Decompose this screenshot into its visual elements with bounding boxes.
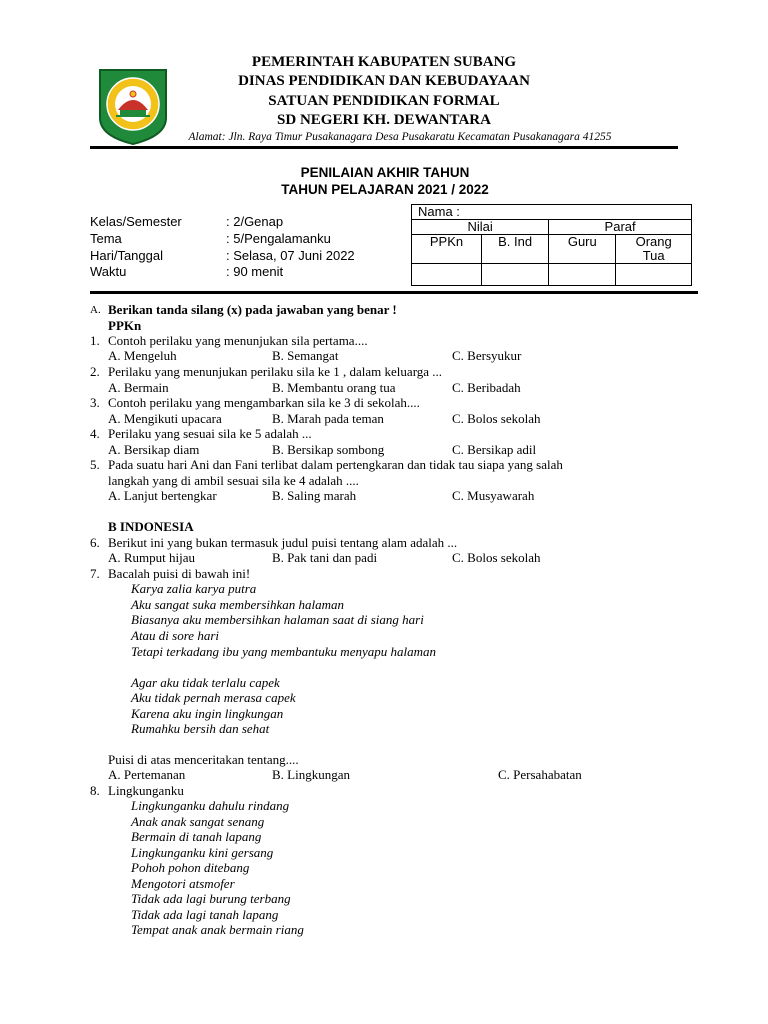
question-text: Pada suatu hari Ani dan Fani terlibat dalam pertengkaran dan tidak tau siapa yang salah — [108, 457, 563, 472]
section-a-marker: A. — [90, 304, 101, 316]
poem-line: Anak anak sangat senang — [131, 814, 265, 829]
poem-line: Karena aku ingin lingkungan — [131, 706, 284, 721]
orang-tua-header: Orang Tua — [616, 235, 692, 264]
poem-line: Mengotori atsmofer — [131, 876, 235, 891]
question-number: 8. — [90, 783, 100, 798]
poem-line: Karya zalia karya putra — [131, 581, 257, 596]
question-text: Berikut ini yang bukan termasuk judul puisi tentang alam adalah ... — [108, 535, 458, 550]
option-b[interactable]: B. Lingkungan — [272, 767, 350, 782]
question-number: 6. — [90, 535, 100, 550]
poem-line: Agar aku tidak terlalu capek — [131, 675, 280, 690]
poem-line: Tidak ada lagi burung terbang — [131, 891, 291, 906]
option-c[interactable]: C. Musyawarah — [452, 488, 535, 503]
subject-ppkn: PPKn — [108, 318, 142, 333]
guru-header: Guru — [549, 235, 616, 264]
subject-bahasa-indonesia: B INDONESIA — [108, 519, 194, 534]
header-line-4: SD NEGERI KH. DEWANTARA — [277, 112, 491, 128]
nilai-header: Nilai — [412, 220, 549, 235]
option-b[interactable]: B. Pak tani dan padi — [272, 550, 378, 565]
option-c[interactable]: C. Persahabatan — [498, 767, 582, 782]
paraf-header: Paraf — [549, 220, 692, 235]
question-number: 1. — [90, 333, 100, 348]
option-a[interactable]: A. Rumput hijau — [108, 550, 196, 565]
option-a[interactable]: A. Lanjut bertengkar — [108, 488, 217, 503]
info-label-date: Hari/Tanggal — [90, 248, 163, 263]
section-divider — [90, 291, 698, 294]
poem-line: Lingkunganku dahulu rindang — [131, 798, 290, 813]
poem-line: Tetapi terkadang ibu yang membantuku menyapu halaman — [131, 644, 436, 659]
option-c[interactable]: C. Bersikap adil — [452, 442, 537, 457]
question-prompt: Puisi di atas menceritakan tentang.... — [108, 752, 299, 767]
poem-line: Atau di sore hari — [131, 628, 219, 643]
option-c[interactable]: C. Bolos sekolah — [452, 411, 541, 426]
section-a-instruction: Berikan tanda silang (x) pada jawaban yang benar ! — [108, 302, 397, 317]
poem-line: Tempat anak anak bermain riang — [131, 922, 304, 937]
header-divider — [90, 146, 678, 149]
question-number: 5. — [90, 457, 100, 472]
question-text: Bacalah puisi di bawah ini! — [108, 566, 251, 581]
question-number: 7. — [90, 566, 100, 581]
option-b[interactable]: B. Bersikap sombong — [272, 442, 385, 457]
bind-header: B. Ind — [482, 235, 549, 264]
option-a[interactable]: A. Bersikap diam — [108, 442, 200, 457]
question-number: 3. — [90, 395, 100, 410]
option-a[interactable]: A. Bermain — [108, 380, 169, 395]
header-line-3: SATUAN PENDIDIKAN FORMAL — [268, 93, 500, 109]
bind-score-cell[interactable] — [482, 264, 549, 286]
exam-year: TAHUN PELAJARAN 2021 / 2022 — [281, 182, 489, 197]
question-text: Contoh perilaku yang menunjukan sila pertama.... — [108, 333, 368, 348]
question-text: Perilaku yang sesuai sila ke 5 adalah ... — [108, 426, 312, 441]
info-value-theme: : 5/Pengalamanku — [226, 231, 331, 246]
option-c[interactable]: C. Bolos sekolah — [452, 550, 541, 565]
option-c[interactable]: C. Bersyukur — [452, 348, 522, 363]
poem-line: Bermain di tanah lapang — [131, 829, 262, 844]
info-value-date: : Selasa, 07 Juni 2022 — [226, 248, 355, 263]
header-line-2: DINAS PENDIDIKAN DAN KEBUDAYAAN — [238, 73, 530, 89]
poem-line: Biasanya aku membersihkan halaman saat di siang hari — [131, 612, 424, 627]
poem-line: Pohoh pohon ditebang — [131, 860, 250, 875]
info-value-time: : 90 menit — [226, 264, 284, 279]
ppkn-score-cell[interactable] — [412, 264, 482, 286]
option-c[interactable]: C. Beribadah — [452, 380, 521, 395]
info-label-theme: Tema — [90, 231, 122, 246]
question-number: 2. — [90, 364, 100, 379]
name-field[interactable]: Nama : — [412, 205, 692, 220]
option-b[interactable]: B. Semangat — [272, 348, 339, 363]
score-table — [411, 204, 692, 286]
question-text: Contoh perilaku yang mengambarkan sila ke 3 di sekolah.... — [108, 395, 420, 410]
option-b[interactable]: B. Membantu orang tua — [272, 380, 396, 395]
guru-sign-cell[interactable] — [549, 264, 616, 286]
option-b[interactable]: B. Saling marah — [272, 488, 357, 503]
question-text: Lingkunganku — [108, 783, 184, 798]
poem-line: Aku tidak pernah merasa capek — [131, 690, 296, 705]
exam-title: PENILAIAN AKHIR TAHUN — [300, 165, 470, 180]
option-a[interactable]: A. Pertemanan — [108, 767, 186, 782]
poem-line: Aku sangat suka membersihkan halaman — [131, 597, 345, 612]
option-b[interactable]: B. Marah pada teman — [272, 411, 384, 426]
poem-line: Lingkunganku kini gersang — [131, 845, 274, 860]
question-text: Perilaku yang menunjukan perilaku sila ke 1 , dalam keluarga ... — [108, 364, 443, 379]
school-address: Alamat: Jln. Raya Timur Pusakanagara Desa Pusakaratu Kecamatan Pusakanagara 41255 — [188, 131, 612, 143]
question-text-line-2: langkah yang di ambil sesuai sila ke 4 adalah .... — [108, 473, 359, 488]
info-label-class: Kelas/Semester — [90, 214, 182, 229]
question-number: 4. — [90, 426, 100, 441]
info-value-class: : 2/Genap — [226, 214, 284, 229]
poem-line: Tidak ada lagi tanah lapang — [131, 907, 279, 922]
option-a[interactable]: A. Mengeluh — [108, 348, 177, 363]
poem-line: Rumahku bersih dan sehat — [131, 721, 270, 736]
ppkn-header: PPKn — [412, 235, 482, 264]
info-label-time: Waktu — [90, 264, 127, 279]
header-line-1: PEMERINTAH KABUPATEN SUBANG — [251, 54, 517, 70]
parent-sign-cell[interactable] — [616, 264, 692, 286]
option-a[interactable]: A. Mengikuti upacara — [108, 411, 222, 426]
